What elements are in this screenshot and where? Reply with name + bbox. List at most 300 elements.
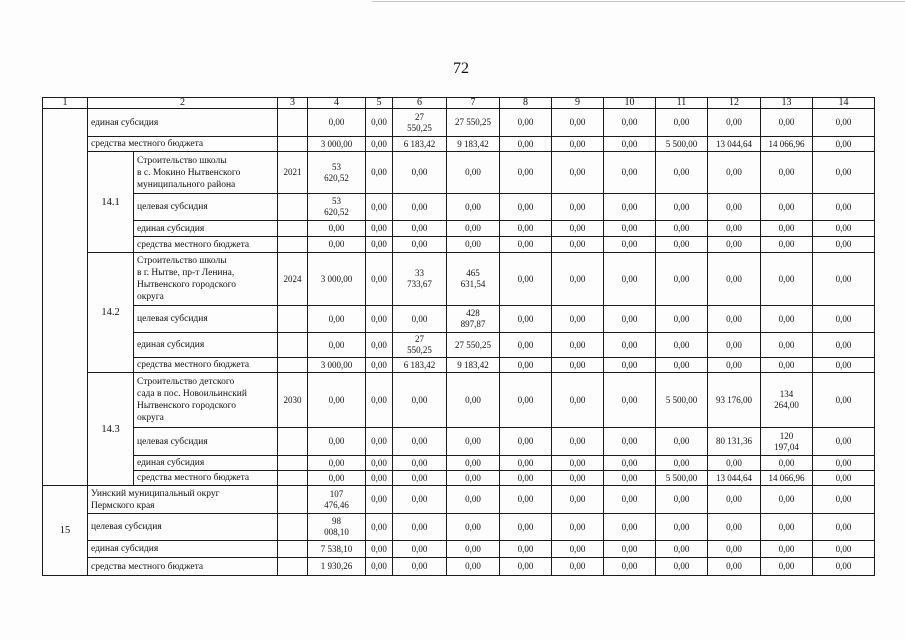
header-col-9: 9 [552,98,604,109]
row-label [134,471,278,486]
page-number: 72 [453,60,469,77]
value-col-9 [552,152,604,194]
value-text: 0,00 [621,457,638,468]
value-col-4 [308,237,366,253]
value-text: 0,00 [328,339,345,350]
value-text: 0,00 [673,313,690,324]
row-label-line: единая субсидия [91,544,159,554]
header-col-2: 2 [88,98,278,109]
row-label-line: средства местного бюджета [137,360,250,370]
table-row [43,428,875,456]
value-text: 0,00 [673,223,690,233]
value-text: 0,00 [328,436,345,446]
value-text: 0,00 [778,521,795,532]
value-col-12 [708,358,761,373]
value-col-6 [393,333,447,358]
value-col-4 [308,333,366,358]
row-label [88,541,278,558]
value-col-13 [761,486,813,514]
value-col-5 [366,358,393,373]
value-text: 0,00 [835,543,852,554]
header-col-13: 13 [761,98,813,109]
value-text: 0,00 [621,167,638,177]
value-text: 0,00 [726,117,742,127]
value-text: 0,00 [569,167,586,177]
value-col-9 [552,486,604,514]
value-col-4 [308,194,366,221]
value-col-14 [813,486,875,514]
row-label [134,306,278,333]
value-col-6 [393,152,447,194]
value-col-10 [604,137,656,152]
value-text: 5 500,00 [665,472,698,483]
header-col-12: 12 [708,98,761,109]
value-col-5 [366,541,393,558]
table-row [43,456,875,471]
value-text: 0,00 [835,167,852,177]
value-text: 0,00 [371,394,387,405]
value-col-4 [308,558,366,576]
value-col-7 [447,333,500,358]
table-row [43,194,875,221]
value-text: 0,00 [517,313,534,324]
value-text: 0,00 [569,436,586,446]
value-text: 0,00 [371,436,387,446]
value-text: 0,00 [835,273,852,284]
value-col-11 [656,428,708,456]
value-col-12 [708,558,761,576]
value-text: 0,00 [778,543,795,554]
value-col-5 [366,237,393,253]
value-col-14 [813,221,875,237]
value-text: 0,00 [621,117,638,127]
value-text: 0,00 [835,521,852,532]
value-col-13 [761,333,813,358]
value-text: 0,00 [621,138,638,149]
value-col-11 [656,221,708,237]
row-label-line: в с. Мокино Нытвенского [137,167,241,178]
value-text: 0,00 [328,223,345,233]
value-text: 0,00 [569,457,586,468]
value-text: 0,00 [778,239,795,249]
value-col-11 [656,456,708,471]
value-col-4 [308,486,366,514]
value-text: 0,00 [569,138,586,149]
value-col-10 [604,358,656,373]
row-label [88,109,278,137]
value-text: 0,00 [371,494,387,504]
table-row [43,306,875,333]
value-col-6 [393,194,447,221]
value-text: 0,00 [726,223,742,233]
year-cell [278,237,308,253]
row-label [134,253,278,306]
value-text: 33 733,67 [407,268,432,289]
value-text: 13 044,64 [716,138,752,149]
value-text: 7 538,10 [320,543,353,554]
value-text: 0,00 [465,521,481,532]
value-col-14 [813,194,875,221]
value-col-13 [761,237,813,253]
value-col-8 [500,137,552,152]
value-col-6 [393,237,447,253]
row-label-line: Пермского края [91,500,155,511]
value-col-10 [604,194,656,221]
value-text: 0,00 [835,394,852,405]
value-col-8 [500,109,552,137]
header-col-4: 4 [308,98,366,109]
value-text: 0,00 [726,339,742,350]
value-text: 0,00 [517,223,534,233]
value-col-8 [500,514,552,541]
table-row [43,109,875,137]
value-col-10 [604,558,656,576]
value-text: 0,00 [328,472,345,483]
value-col-7 [447,194,500,221]
value-text: 0,00 [778,273,795,284]
value-col-5 [366,428,393,456]
value-col-5 [366,253,393,306]
value-col-5 [366,109,393,137]
header-col-10: 10 [604,98,656,109]
value-col-11 [656,558,708,576]
value-text: 0,00 [465,239,481,249]
value-text: 0,00 [621,201,638,212]
item-number: 15 [43,486,88,576]
value-col-6 [393,428,447,456]
value-text: 0,00 [517,339,534,350]
value-col-9 [552,253,604,306]
value-col-11 [656,306,708,333]
value-text: 0,00 [371,273,387,284]
row-label-line: целевая субсидия [137,436,208,447]
year-cell [278,109,308,137]
value-col-9 [552,514,604,541]
value-text: 27 550,25 [455,117,491,127]
year-cell [278,221,308,237]
value-col-11 [656,541,708,558]
value-col-11 [656,237,708,253]
value-col-10 [604,306,656,333]
value-text: 0,00 [569,117,586,127]
year-cell [278,456,308,471]
row-label [134,373,278,428]
value-col-10 [604,333,656,358]
value-text: 0,00 [569,313,586,324]
value-text: 14 066,96 [768,138,805,149]
value-text: 0,00 [465,223,481,233]
value-col-14 [813,333,875,358]
value-col-5 [366,333,393,358]
subitem-number: 14.1 [88,152,134,253]
value-col-14 [813,237,875,253]
table-row [43,486,875,514]
subitem-number: 14.2 [88,253,134,373]
value-text: 0,00 [517,138,534,149]
row-label [88,558,278,576]
value-text: 0,00 [673,273,690,284]
row-label-line: единая субсидия [137,340,205,350]
value-text: 0,00 [517,457,534,468]
value-col-11 [656,373,708,428]
value-text: 0,00 [411,457,428,468]
year-cell [278,514,308,541]
value-text: 53 620,52 [324,196,349,217]
value-col-10 [604,514,656,541]
value-col-8 [500,253,552,306]
value-col-12 [708,514,761,541]
row-label-line: сада в пос. Новоильинский [137,389,247,399]
year-cell [278,558,308,576]
value-text: 0,00 [411,436,428,446]
value-text: 0,00 [835,436,852,446]
value-text: 0,00 [778,359,795,370]
value-col-14 [813,541,875,558]
value-col-4 [308,109,366,137]
value-text: 0,00 [621,394,638,405]
row-label-line: средства местного бюджета [91,561,204,572]
table-row [43,333,875,358]
value-text: 13 044,64 [716,472,752,483]
row-label-line: Нытвенского городского [137,280,236,290]
value-col-7 [447,237,500,253]
value-col-4 [308,358,366,373]
value-text: 0,00 [371,239,387,249]
value-text: 0,00 [726,273,742,284]
value-col-11 [656,486,708,514]
value-text: 0,00 [371,561,387,571]
value-text: 0,00 [726,313,742,324]
value-text: 0,00 [621,273,638,284]
value-text: 0,00 [328,457,345,468]
value-col-4 [308,514,366,541]
table-row [43,471,875,486]
value-text: 0,00 [371,117,387,127]
value-col-11 [656,137,708,152]
value-col-12 [708,306,761,333]
value-text: 0,00 [673,201,690,212]
value-col-10 [604,373,656,428]
value-text: 0,00 [835,313,852,324]
value-col-13 [761,137,813,152]
value-col-6 [393,109,447,137]
value-col-11 [656,333,708,358]
value-text: 0,00 [517,117,534,127]
row-label-line: Строительство школы [137,256,227,266]
value-col-8 [500,541,552,558]
value-col-8 [500,486,552,514]
value-text: 0,00 [411,201,428,212]
value-text: 0,00 [517,359,534,370]
value-text: 0,00 [726,543,742,554]
value-col-9 [552,109,604,137]
value-col-10 [604,237,656,253]
value-text: 0,00 [673,457,690,468]
value-text: 0,00 [411,561,428,571]
value-text: 0,00 [621,436,638,446]
value-col-4 [308,541,366,558]
value-text: 0,00 [621,521,638,532]
value-text: 0,00 [835,117,852,127]
value-text: 0,00 [621,313,638,324]
row-label-line: Нытвенского городского [137,401,236,411]
value-col-8 [500,558,552,576]
row-label-line: округа [137,413,164,423]
value-text: 0,00 [517,494,534,504]
value-col-7 [447,486,500,514]
row-label [134,358,278,373]
value-col-13 [761,428,813,456]
value-col-13 [761,558,813,576]
value-text: 0,00 [726,239,742,249]
row-label-line: Строительство школы [137,155,227,166]
value-text: 0,00 [621,223,638,233]
value-col-14 [813,558,875,576]
value-text: 27 550,25 [407,111,432,133]
value-text: 0,00 [673,561,690,571]
value-text: 428 897,87 [460,308,486,329]
row-label-line: единая субсидия [137,458,205,468]
value-text: 0,00 [517,201,534,212]
value-text: 0,00 [778,117,795,127]
value-col-4 [308,221,366,237]
value-text: 0,00 [517,273,534,284]
value-text: 3 000,00 [320,273,353,284]
value-col-6 [393,486,447,514]
value-col-6 [393,137,447,152]
value-text: 0,00 [569,494,586,504]
value-text: 0,00 [673,494,690,504]
value-col-13 [761,471,813,486]
value-col-5 [366,558,393,576]
value-text: 93 176,00 [716,394,752,405]
value-col-9 [552,221,604,237]
value-col-8 [500,237,552,253]
value-text: 0,00 [778,201,795,212]
value-col-10 [604,253,656,306]
value-text: 0,00 [465,543,481,554]
value-text: 0,00 [726,521,742,532]
value-text: 0,00 [835,239,852,249]
value-text: 0,00 [411,394,428,405]
value-text: 0,00 [835,457,852,468]
value-col-14 [813,471,875,486]
value-col-10 [604,428,656,456]
row-label-line: в г. Нытве, пр-т Ленина, [137,268,235,278]
value-text: 0,00 [328,239,345,249]
value-text: 0,00 [726,201,742,212]
value-text: 0,00 [465,494,481,504]
budget-table [42,97,875,576]
value-col-14 [813,373,875,428]
value-col-4 [308,306,366,333]
value-col-8 [500,373,552,428]
value-text: 0,00 [621,472,638,483]
value-col-7 [447,373,500,428]
value-text: 5 500,00 [665,394,698,405]
value-text: 0,00 [517,436,534,446]
value-text: 0,00 [465,436,481,446]
value-col-6 [393,306,447,333]
value-text: 0,00 [726,494,742,504]
row-label-line: Строительство детского [137,377,235,387]
value-text: 0,00 [569,339,586,350]
header-col-14: 14 [813,98,875,109]
value-text: 0,00 [371,223,387,233]
value-col-6 [393,221,447,237]
value-text: 0,00 [465,472,481,483]
value-text: 3 000,00 [320,138,353,149]
value-col-5 [366,514,393,541]
year-cell [278,358,308,373]
value-col-12 [708,373,761,428]
value-col-4 [308,471,366,486]
row-label-line: средства местного бюджета [137,239,250,250]
header-col-5: 5 [366,98,393,109]
value-col-9 [552,358,604,373]
value-text: 9 183,42 [457,138,489,149]
table-row [43,373,875,428]
value-text: 120 197,04 [774,430,799,452]
header-col-8: 8 [500,98,552,109]
row-label [134,194,278,221]
value-col-13 [761,306,813,333]
year-cell [278,471,308,486]
value-text: 0,00 [835,201,852,212]
header-col-1: 1 [43,98,88,109]
value-text: 0,00 [569,201,586,212]
value-col-5 [366,373,393,428]
value-text: 0,00 [517,521,534,532]
year-cell [278,486,308,514]
value-text: 0,00 [517,543,534,554]
value-col-7 [447,541,500,558]
row-label [134,456,278,471]
value-col-13 [761,541,813,558]
value-col-9 [552,137,604,152]
value-text: 3 000,00 [320,359,353,370]
row-label [134,333,278,358]
value-col-6 [393,373,447,428]
value-col-7 [447,306,500,333]
year-cell [278,137,308,152]
value-col-8 [500,428,552,456]
table-row [43,221,875,237]
header-row [43,98,875,109]
row-label [88,137,278,152]
value-text: 0,00 [778,457,795,468]
value-col-6 [393,514,447,541]
value-text: 0,00 [465,394,481,405]
value-text: 0,00 [371,543,387,554]
value-col-6 [393,456,447,471]
value-col-9 [552,541,604,558]
value-col-9 [552,194,604,221]
value-col-9 [552,373,604,428]
value-text: 465 631,54 [460,268,486,289]
value-col-11 [656,253,708,306]
value-text: 107 476,46 [324,488,349,510]
value-text: 0,00 [328,117,345,127]
value-text: 0,00 [621,494,638,504]
value-text: 0,00 [411,543,428,554]
value-col-10 [604,152,656,194]
value-col-7 [447,456,500,471]
value-col-12 [708,456,761,471]
value-col-7 [447,253,500,306]
header-col-7: 7 [447,98,500,109]
value-text: 0,00 [726,359,742,370]
